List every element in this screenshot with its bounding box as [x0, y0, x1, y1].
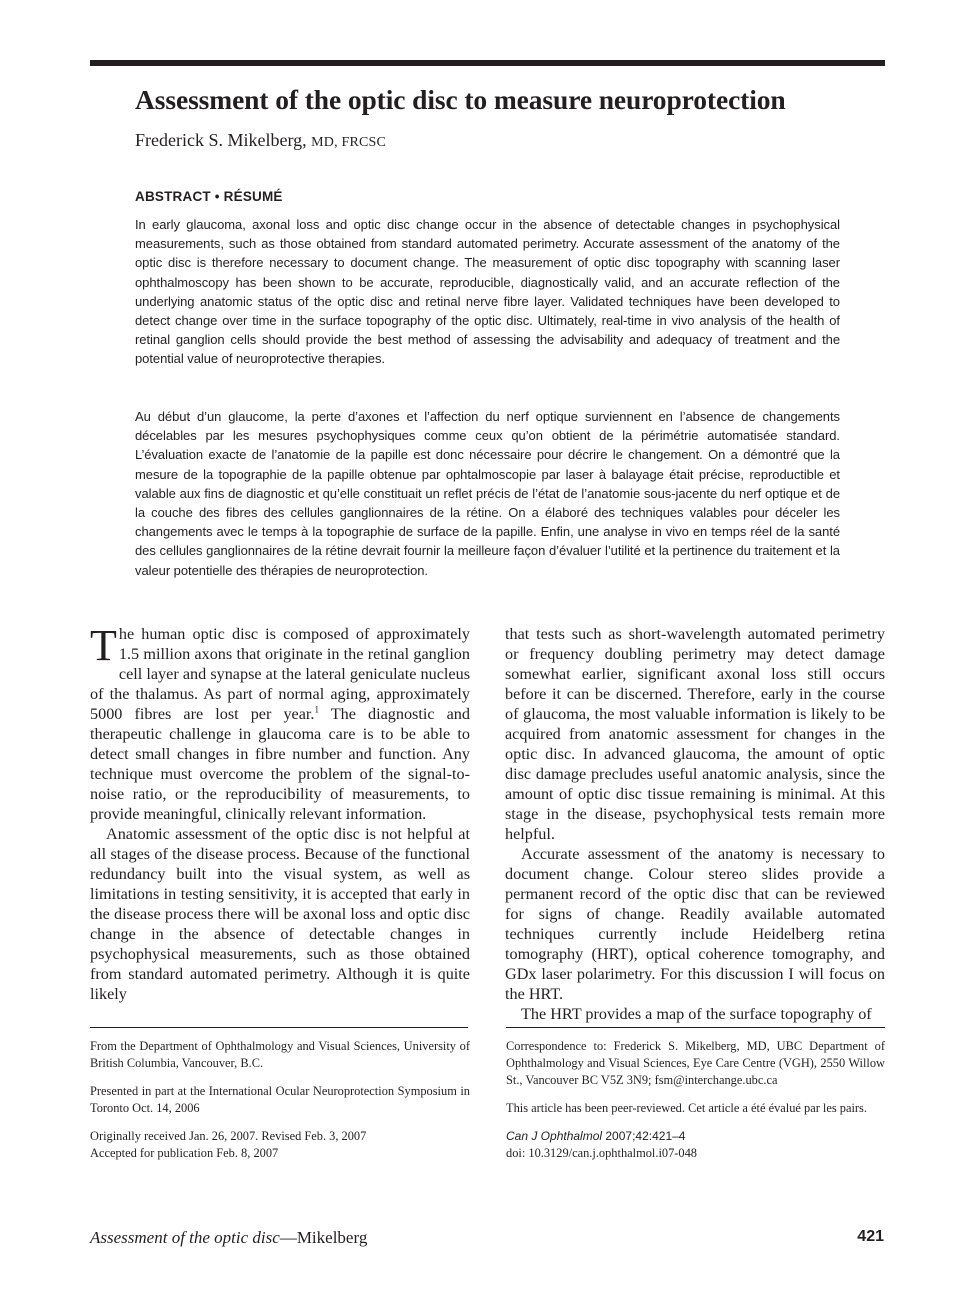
running-author: —Mikelberg: [279, 1228, 368, 1247]
footnotes-left: [90, 1038, 470, 1173]
running-title: Assessment of the optic disc: [90, 1228, 280, 1247]
body-paragraph-2: Anatomic assessment of the optic disc is not helpful at all stages of the disease process. Because of the functional redundancy built into the visual system, as well as limitations in testing sensitivity, it is accepted that early in the disease process there will be axonal loss and optic disc change in the absence of detectable changes in psychophysical measurements, such as those obtained from standard automated perimetry. Although it is quite likely: [90, 825, 470, 1003]
footnote-rule-right: [506, 1027, 885, 1028]
footnote-received: Originally received Jan. 26, 2007. Revised Feb. 3, 2007: [90, 1129, 367, 1143]
journal-citation: [506, 1129, 685, 1143]
author-line: [135, 130, 386, 151]
doi-link[interactable]: doi: 10.3129/can.j.ophthalmol.i07-048: [506, 1146, 698, 1160]
drop-cap: T: [90, 621, 117, 670]
body-column-right: [505, 624, 885, 1024]
body-paragraph-4: The HRT provides a map of the surface topography of: [521, 1005, 872, 1023]
footnote-correspondence: Correspondence to: Frederick S. Mikelberg, MD, UBC Department of Ophthalmology and Visual Sciences, Eye Care Centre (VGH), 2550 Willow St., Vancouver BC V5Z 3N9; fsm@interchange.ubc.ca: [506, 1039, 885, 1087]
abstract-french: Au début d’un glaucome, la perte d’axones et l’affection du nerf optique surviennent en l’absence de changements décelables par les mesures psychophysiques comme ceux qu’on obtient de la périmétrie automatisée standard. L’évaluation exacte de l’anatomie de la papille est donc nécessaire pour décrire le changement. On a démontré que la mesure de la topographie de la papille obtenue par ophtalmoscopie par laser à balayage était précise, reproductible et valable aux fins de diagnostic et qu’elle constituait un reflet précis de l’état de l’anatomie sous-jacente du nerf optique et de la couche des fibres des cellules ganglionnaires de la rétine. On a élaboré des techniques valables pour déceler les changements avec le temps à la topographie de surface de la papille. Enfin, une analyse in vivo en temps réel de la santé des cellules ganglionnaires de la rétine devrait fournir la meilleure façon d’évaluer l’utilité et la pertinence du traitement et la valeur potentielle des thérapies de neuroprotection.: [135, 409, 840, 578]
body-paragraph-2-continued: that tests such as short-wavelength automated perimetry or frequency doubling perimetry may detect damage somewhat earlier, significant axonal loss still occurs before it can be discerned. Therefore, early in the course of glaucoma, the most valuable information is likely to be acquired from anatomic assessment for changes in the optic disc. In advanced glaucoma, the amount of optic disc damage precludes useful anatomic analysis, since the amount of optic disc tissue remaining is minimal. At this stage in the disease, psychophysical tests remain more helpful.: [505, 625, 885, 843]
footnote-rule-left: [90, 1027, 468, 1028]
top-rule: [90, 60, 885, 66]
body-paragraph-3: Accurate assessment of the anatomy is necessary to document change. Colour stereo slides provide a permanent record of the optic disc that can be reviewed for signs of change. Readily available automated techniques currently include Heidelberg retina tomography (HRT), optical coherence tomography, and GDx laser polarimetry. For this discussion I will focus on the HRT.: [505, 845, 885, 1003]
footnote-citation: [506, 1128, 885, 1162]
footnote-presented: Presented in part at the International Ocular Neuroprotection Symposium in Toronto Oct. 14, 2006: [90, 1084, 470, 1115]
footnotes-right: [506, 1038, 885, 1173]
running-footer: [90, 1228, 367, 1248]
paragraph-1-text: he human optic disc is composed of approximately 1.5 million axons that originate in the retinal ganglion cell layer and synapse at the lateral geniculate nucleus of the thalamus. As part of normal aging, approximately 5000 fibres are lost per year.: [90, 625, 470, 723]
abstract-english: In early glaucoma, axonal loss and optic disc change occur in the absence of detectable changes in psychophysical measurements, such as those obtained from standard automated perimetry. Accurate assessment of the anatomy of the optic disc is therefore necessary to document change. The measurement of optic disc topography with scanning laser ophthalmoscopy has been shown to be accurate, reproducible, diagnostically valid, and an accurate reflection of the underlying anatomic status of the optic disc and retinal nerve fibre layer. Validated techniques have been developed to detect change over time in the surface topography of the optic disc. Ultimately, real-time in vivo analysis of the health of retinal ganglion cells should provide the best method of assessing the advisability and adequacy of treatment and the potential value of neuroprotective therapies.: [135, 217, 840, 367]
paragraph-1-rest: The diagnostic and therapeutic challenge in glaucoma care is to be able to detect small changes in fibre number and function. Any technique must overcome the problem of the signal-to-noise ratio, or the reproducibility of measurements, to provide meaningful, clinically relevant information.: [90, 705, 470, 823]
article-title: Assessment of the optic disc to measure neuroprotection: [135, 84, 786, 115]
abstract-heading: ABSTRACT • RÉSUMÉ: [135, 189, 283, 204]
author-credentials: MD, FRCSC: [311, 135, 387, 150]
body-paragraph-1: [90, 621, 470, 824]
body-column-left: [90, 621, 470, 1004]
footnote-peer-review: This article has been peer-reviewed. Cet article a été évalué par les pairs.: [506, 1101, 867, 1115]
author-name: Frederick S. Mikelberg,: [135, 130, 307, 150]
journal-volume: 2007;42:421–4: [602, 1129, 686, 1143]
footnote-dates: [90, 1128, 470, 1162]
footnote-accepted: Accepted for publication Feb. 8, 2007: [90, 1146, 279, 1160]
page-number: 421: [857, 1228, 884, 1245]
journal-name: Can J Ophthalmol: [506, 1129, 603, 1143]
reference-1[interactable]: 1: [314, 704, 319, 715]
footnote-affiliation: From the Department of Ophthalmology and Visual Sciences, University of British Columbia, Vancouver, B.C.: [90, 1039, 470, 1070]
